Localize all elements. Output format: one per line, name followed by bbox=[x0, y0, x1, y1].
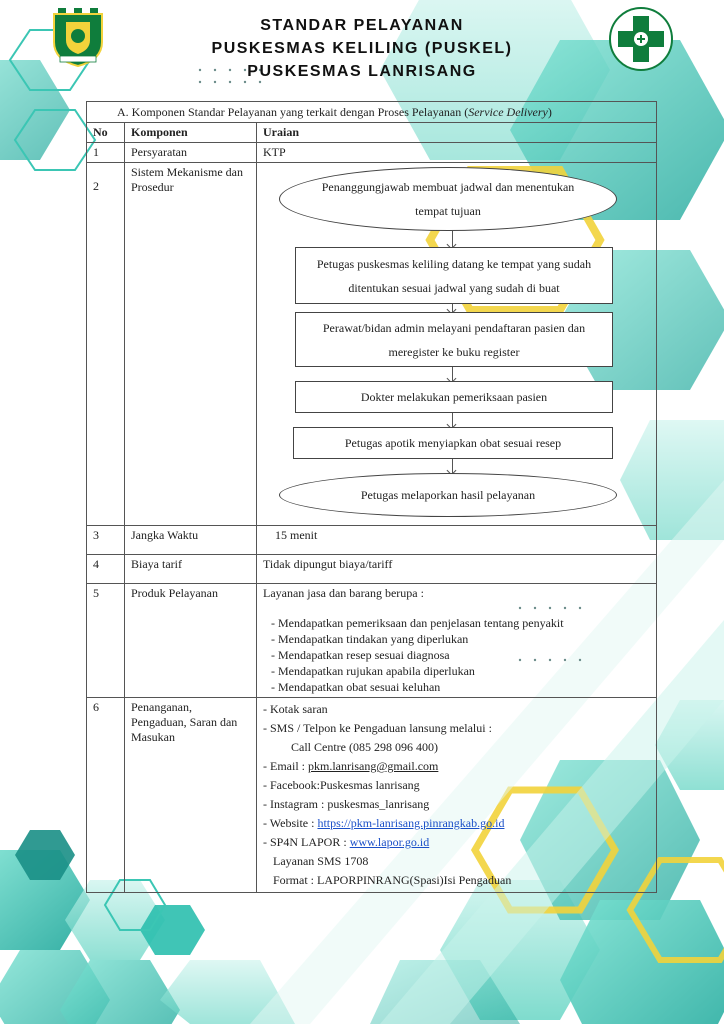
page-header bbox=[150, 14, 574, 83]
table-header-row bbox=[87, 123, 657, 143]
row-komponen: Produk Pelayanan bbox=[125, 584, 257, 698]
header-title-line2: PUSKESMAS KELILING (PUSKEL) bbox=[211, 40, 513, 57]
flow-arrow bbox=[452, 459, 453, 473]
row-no: 1 bbox=[87, 143, 125, 163]
flow-arrow bbox=[452, 304, 453, 312]
flow-arrow bbox=[452, 413, 453, 427]
header-uraian: Uraian bbox=[257, 123, 657, 143]
flowchart-cell bbox=[257, 163, 657, 526]
flow-arrow bbox=[452, 231, 453, 247]
list-item: - Mendapatkan resep sesuai diagnosa bbox=[271, 647, 650, 663]
header-title-line1: STANDAR PELAYANAN bbox=[260, 17, 464, 34]
row-komponen: Penanganan, Pengaduan, Saran dan Masukan bbox=[125, 698, 257, 893]
lapor-link[interactable]: www.lapor.go.id bbox=[349, 835, 430, 849]
produk-list bbox=[263, 615, 650, 695]
row-komponen: Biaya tarif bbox=[125, 555, 257, 584]
pinrang-regency-logo bbox=[50, 6, 106, 68]
contact-email-line: - Email : pkm.lanrisang@gmail.com bbox=[263, 759, 439, 773]
table-row bbox=[87, 143, 657, 163]
contact-facebook: - Facebook:Puskesmas lanrisang bbox=[263, 778, 420, 792]
flow-step-4: Dokter melakukan pemeriksaan pasien bbox=[295, 381, 613, 413]
list-item: - Mendapatkan pemeriksaan dan penjelasan tentang penyakit bbox=[271, 615, 650, 631]
contact-cell bbox=[257, 698, 657, 893]
table-row bbox=[87, 584, 657, 698]
flow-step-2: Petugas puskesmas keliling datang ke tempat yang sudah ditentukan sesuai jadwal yang sudah di buat bbox=[295, 247, 613, 304]
row-komponen: Sistem Mekanisme dan Prosedur bbox=[125, 163, 257, 526]
row-komponen: Jangka Waktu bbox=[125, 526, 257, 555]
contact-kotak-saran: - Kotak saran bbox=[263, 702, 328, 716]
flow-step-3: Perawat/bidan admin melayani pendaftaran pasien dan meregister ke buku register bbox=[295, 312, 613, 367]
table-row bbox=[87, 698, 657, 893]
section-title-row bbox=[87, 102, 657, 123]
table-row bbox=[87, 555, 657, 584]
list-item: - Mendapatkan obat sesuai keluhan bbox=[271, 679, 650, 695]
row-no: 6 bbox=[87, 698, 125, 893]
row-uraian: 15 menit bbox=[257, 526, 657, 555]
email-link[interactable]: pkm.lanrisang@gmail.com bbox=[308, 759, 439, 773]
header-komponen: Komponen bbox=[125, 123, 257, 143]
row-no: 4 bbox=[87, 555, 125, 584]
website-link[interactable]: https://pkm-lanrisang.pinrangkab.go.id bbox=[317, 816, 505, 830]
flow-step-start: Penanggungjawab membuat jadwal dan menentukan tempat tujuan bbox=[279, 167, 617, 231]
contact-lapor-line: - SP4N LAPOR : www.lapor.go.id bbox=[263, 835, 430, 849]
section-title: A. Komponen Standar Pelayanan yang terkait dengan Proses Pelayanan (Service Delivery) bbox=[87, 102, 657, 123]
header-title-line3: PUSKESMAS LANRISANG bbox=[247, 63, 477, 80]
table-row bbox=[87, 163, 657, 526]
contact-sms-layanan: Layanan SMS 1708 bbox=[273, 854, 369, 868]
contact-call-centre: Call Centre (085 298 096 400) bbox=[291, 740, 438, 754]
contact-instagram: - Instagram : puskesmas_lanrisang bbox=[263, 797, 430, 811]
contact-website-line: - Website : https://pkm-lanrisang.pinrangkab.go.id bbox=[263, 816, 505, 830]
procedure-flowchart bbox=[257, 163, 656, 525]
row-komponen: Persyaratan bbox=[125, 143, 257, 163]
service-standard-document bbox=[86, 101, 656, 916]
header-no: No bbox=[87, 123, 125, 143]
contact-sms: - SMS / Telpon ke Pengaduan lansung melalui : bbox=[263, 721, 492, 735]
list-item: - Mendapatkan tindakan yang diperlukan bbox=[271, 631, 650, 647]
row-uraian: KTP bbox=[257, 143, 657, 163]
table-row bbox=[87, 526, 657, 555]
row-no: 5 bbox=[87, 584, 125, 698]
row-no: 2 bbox=[87, 163, 125, 526]
flow-step-end: Petugas melaporkan hasil pelayanan bbox=[279, 473, 617, 517]
flow-arrow bbox=[452, 367, 453, 381]
list-item: - Mendapatkan rujukan apabila diperlukan bbox=[271, 663, 650, 679]
produk-intro: Layanan jasa dan barang berupa : bbox=[263, 586, 424, 600]
row-no: 3 bbox=[87, 526, 125, 555]
service-standard-table bbox=[86, 101, 657, 893]
puskesmas-logo bbox=[608, 6, 674, 72]
contact-format: Format : LAPORPINRANG(Spasi)Isi Pengaduan bbox=[273, 873, 512, 887]
flow-step-5: Petugas apotik menyiapkan obat sesuai resep bbox=[293, 427, 613, 459]
produk-cell bbox=[257, 584, 657, 698]
row-uraian: Tidak dipungut biaya/tariff bbox=[257, 555, 657, 584]
